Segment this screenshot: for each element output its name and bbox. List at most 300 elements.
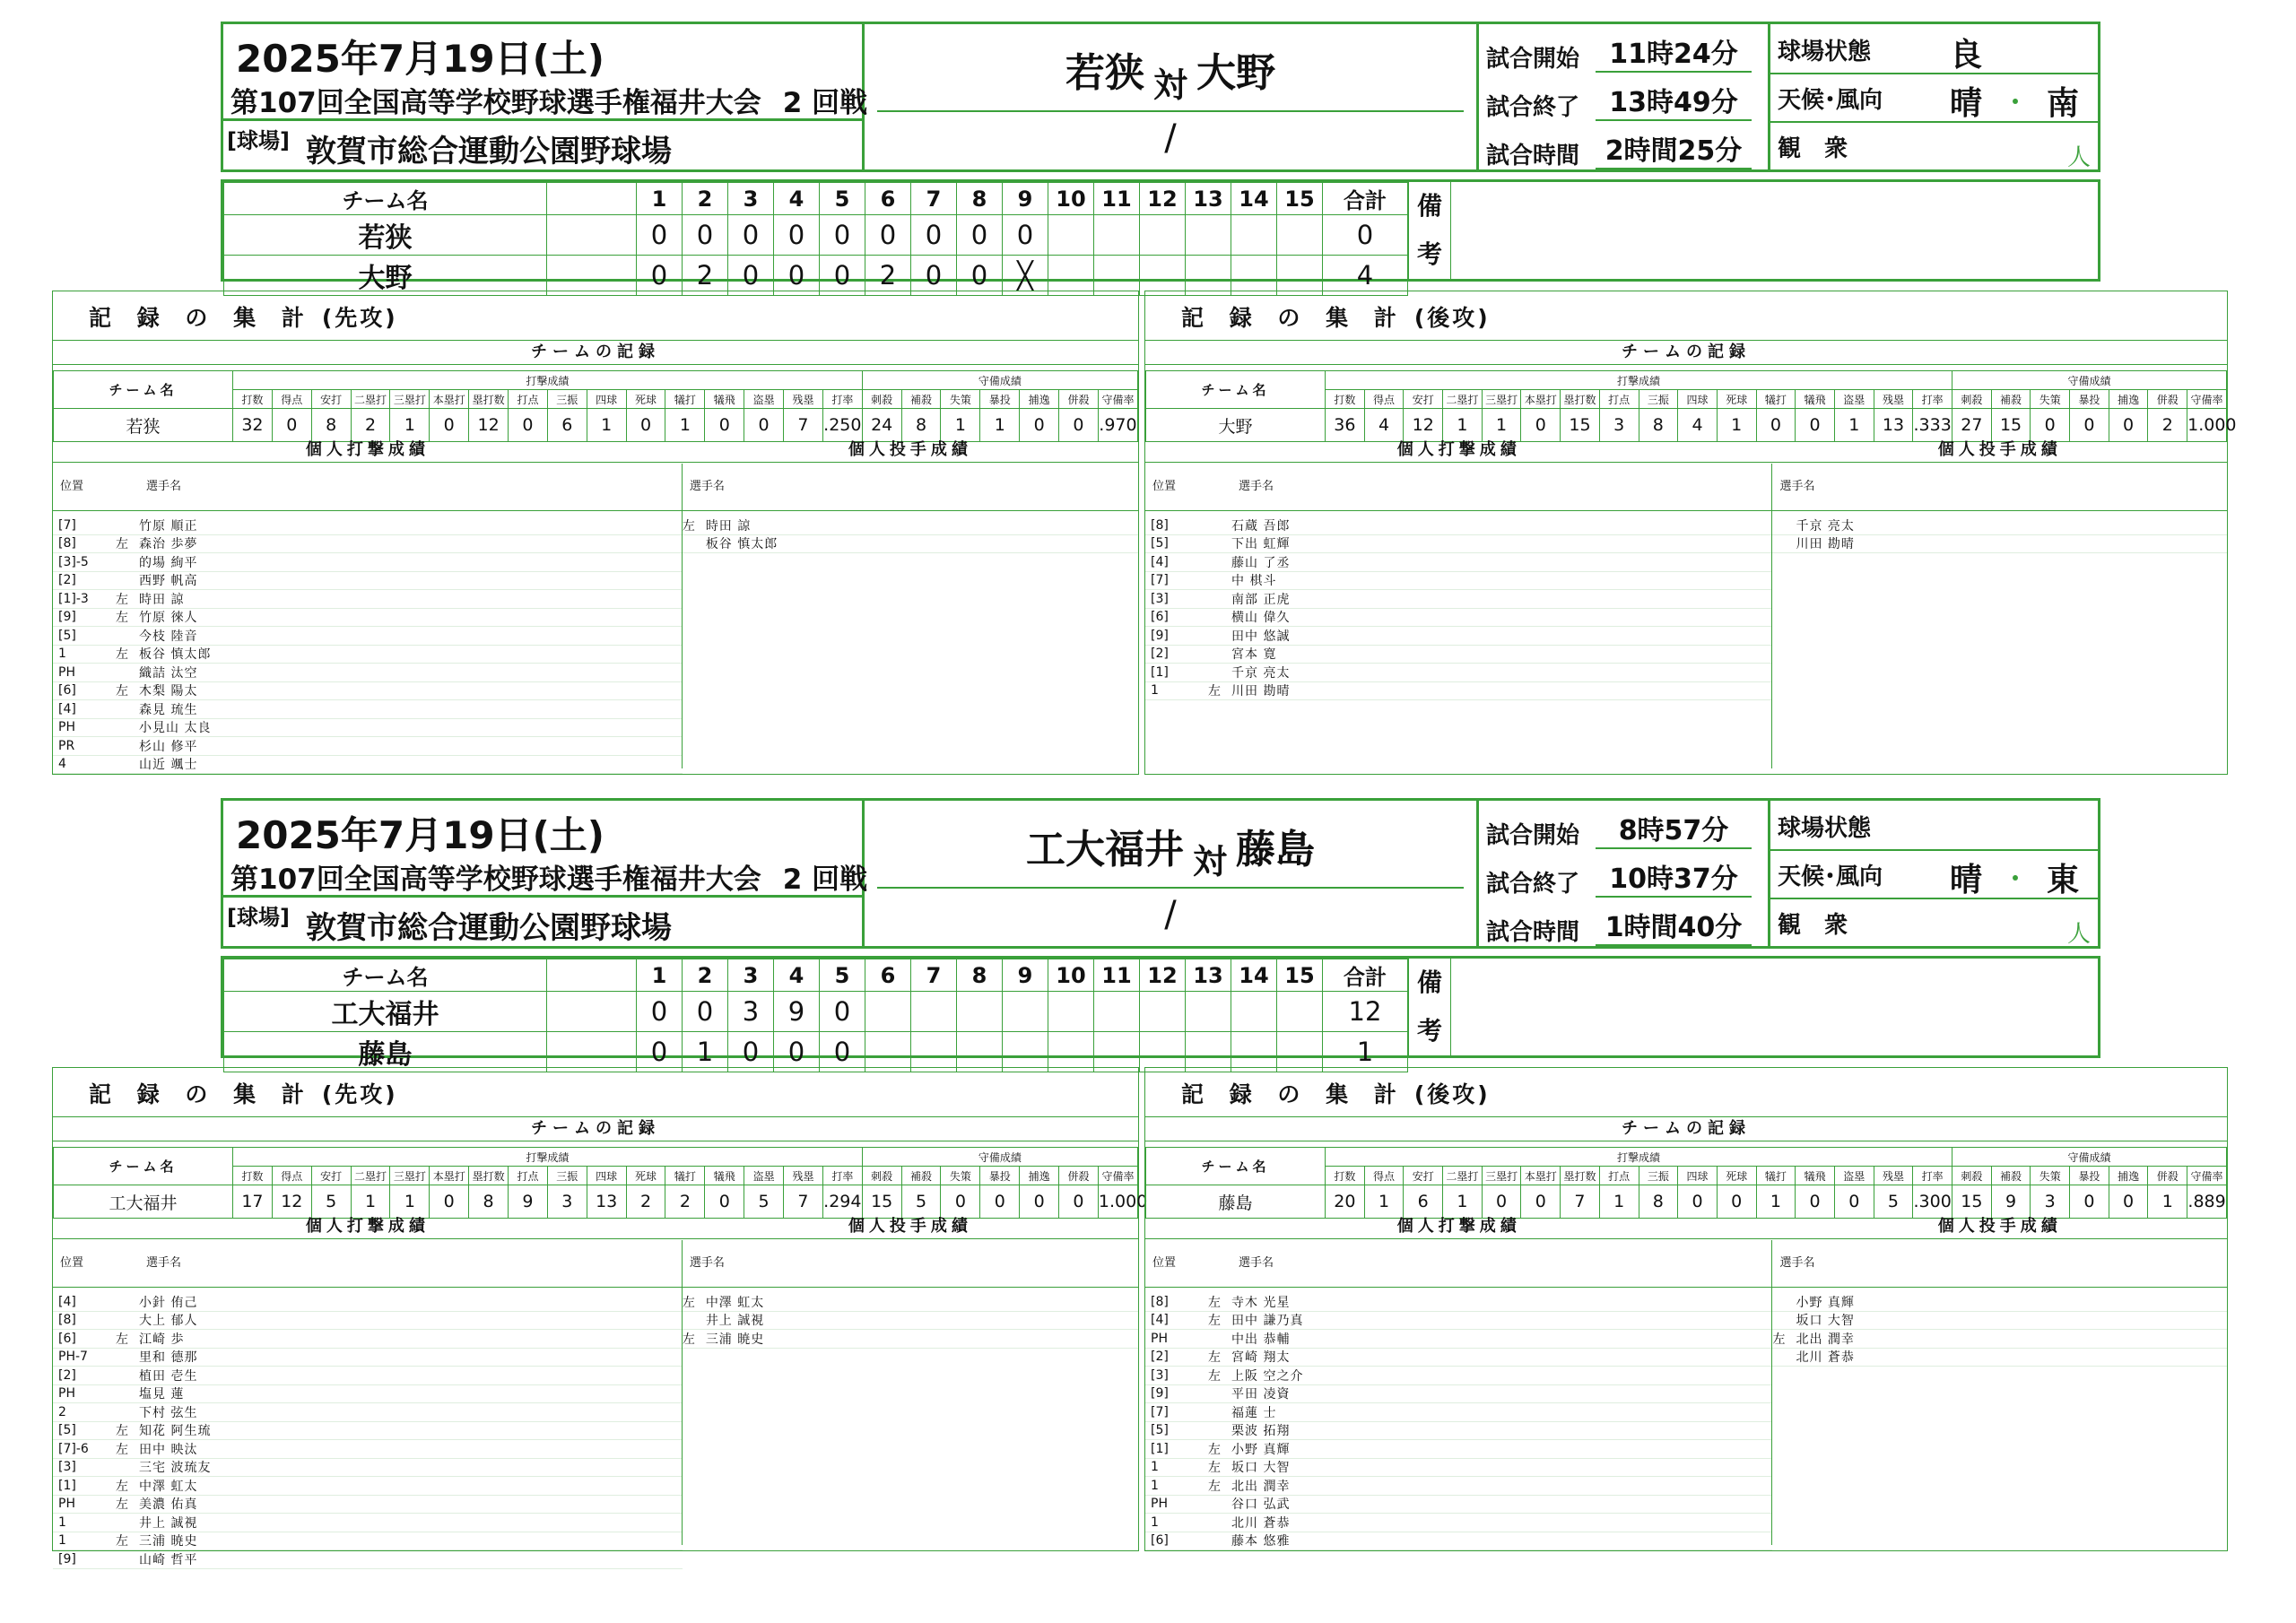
- stat-header: 暴投: [980, 390, 1020, 409]
- position-header: 位置: [60, 1256, 84, 1270]
- line-score-team: 工大福井: [224, 992, 547, 1032]
- batter-row: [1145, 664, 1772, 682]
- team-stat-value: 0: [2109, 409, 2148, 442]
- total-runs: 1: [1323, 1032, 1408, 1072]
- team-record-title: チームの記録: [1145, 1116, 2227, 1141]
- batter-name: 板谷 慎太郎: [139, 647, 212, 663]
- team-record-table: [1145, 1147, 2227, 1219]
- team-stat-value: 0: [2031, 409, 2070, 442]
- field-condition-label: 球場状態: [1778, 39, 1872, 65]
- pitcher-list: [1772, 1293, 2227, 1367]
- inning-runs: [1186, 1032, 1231, 1072]
- stat-header: 残塁: [1874, 1167, 1913, 1185]
- tournament-title: 第107回全国高等学校野球選手権福井大会: [230, 87, 761, 119]
- individual-batting: [53, 464, 683, 773]
- inning-header: 13: [1186, 959, 1231, 992]
- batter-position: [4]: [58, 701, 76, 716]
- inning-runs: [1003, 1032, 1048, 1072]
- batter-hand: 左: [116, 1479, 128, 1494]
- team-stat-value: 8: [1639, 1185, 1678, 1219]
- stat-header: 残塁: [784, 1167, 823, 1185]
- inning-header: 13: [1186, 183, 1231, 215]
- team-stat-value: 0: [1678, 1185, 1718, 1219]
- batter-position: 1: [58, 1515, 66, 1530]
- stat-header: 捕逸: [2109, 1167, 2148, 1185]
- batter-position: [1]-3: [58, 591, 89, 606]
- stat-header: 打点: [1599, 390, 1639, 409]
- batter-name: 大上 郁人: [139, 1314, 198, 1329]
- batter-row: [53, 756, 683, 775]
- team-record-name: 工大福井: [54, 1185, 233, 1219]
- team-stat-value: 24: [862, 409, 901, 442]
- batter-row: [1145, 1367, 1772, 1385]
- team-stat-value: 1: [980, 409, 1020, 442]
- batter-row: [1145, 1349, 1772, 1367]
- total-runs: 12: [1323, 992, 1408, 1032]
- inning-header: 15: [1277, 183, 1323, 215]
- batter-position: 1: [1151, 1460, 1159, 1475]
- pitching-grid-header: [1772, 1240, 2227, 1288]
- inning-runs: [1094, 1032, 1140, 1072]
- team-second-name: 大野: [1196, 50, 1275, 96]
- batter-position: [6]: [58, 683, 76, 699]
- stat-header: 打率: [1913, 1167, 1952, 1185]
- player-name-header: 選手名: [146, 1256, 182, 1270]
- blank-cell: [547, 959, 637, 992]
- tournament-title: 第107回全国高等学校野球選手権福井大会: [230, 864, 761, 896]
- start-time-value: 8時57分: [1596, 808, 1752, 849]
- pitcher-name: 北川 蒼恭: [1796, 1350, 1855, 1366]
- stat-header: 二塁打: [351, 1167, 390, 1185]
- batter-position: [1]: [1151, 1441, 1169, 1456]
- stat-header: 補殺: [901, 1167, 941, 1185]
- stat-header: 安打: [311, 1167, 351, 1185]
- batter-row: [53, 1422, 683, 1441]
- batter-row: [53, 719, 683, 738]
- team-stat-value: 32: [233, 409, 273, 442]
- stat-header: 塁打数: [469, 390, 509, 409]
- team-stat-value: 1: [1599, 1185, 1639, 1219]
- start-time-row: [1479, 28, 1768, 76]
- batter-row: [53, 1496, 683, 1515]
- inning-header: 7: [911, 959, 957, 992]
- team-first-name: 工大福井: [1025, 827, 1184, 872]
- batter-row: [1145, 682, 1772, 701]
- batter-row: [53, 1312, 683, 1331]
- batter-name: 山近 颯士: [139, 758, 198, 773]
- batter-name: 藤山 了丞: [1231, 555, 1291, 570]
- team-stat-value: 15: [1952, 1185, 1992, 1219]
- team-stat-value: 12: [272, 1185, 311, 1219]
- team-stat-value: 5: [901, 1185, 941, 1219]
- end-time-value: 13時49分: [1596, 80, 1752, 121]
- individual-pitching: [1771, 464, 2227, 768]
- total-runs: 4: [1323, 256, 1408, 296]
- batter-name: 中澤 虹太: [139, 1479, 198, 1494]
- inning-runs: [1140, 215, 1186, 256]
- stat-header: 刺殺: [862, 390, 901, 409]
- venue-row: [223, 118, 862, 169]
- batter-row: [53, 682, 683, 701]
- individual-batting-title: 個人打撃成績: [1145, 1215, 1772, 1239]
- team-stat-value: 1: [1443, 409, 1483, 442]
- batter-row: [1145, 609, 1772, 628]
- team-stat-value: 6: [547, 409, 587, 442]
- remarks-label: 備考: [1407, 182, 1451, 279]
- fielding-label: 守備成績: [1952, 371, 2227, 390]
- venue-label: [球場]: [227, 905, 290, 930]
- batter-name: 川田 勘晴: [1231, 684, 1291, 699]
- batter-position: 4: [58, 757, 66, 772]
- inning-runs: [957, 1032, 1003, 1072]
- inning-header: 12: [1140, 183, 1186, 215]
- record-summary-panel: [52, 291, 1139, 775]
- vs-label: 対: [1192, 842, 1227, 881]
- batter-name: 石蔵 吾郎: [1231, 518, 1291, 534]
- batter-name: 西野 帆高: [139, 574, 198, 589]
- batter-row: [53, 1459, 683, 1478]
- inning-header: 5: [820, 183, 865, 215]
- batter-position: [6]: [1151, 610, 1169, 625]
- batter-name: 三浦 暁史: [139, 1534, 198, 1549]
- stat-header: 併殺: [1059, 1167, 1099, 1185]
- stat-header: 捕逸: [1020, 1167, 1059, 1185]
- batter-hand: 左: [1208, 1295, 1221, 1310]
- batter-position: [7]-6: [58, 1441, 89, 1456]
- stat-header: 四球: [1678, 390, 1718, 409]
- team-stat-value: 3: [547, 1185, 587, 1219]
- stat-header: 暴投: [2070, 1167, 2109, 1185]
- team-name-label: チーム名: [1146, 371, 1326, 409]
- stat-header: 盗塁: [744, 390, 784, 409]
- team-stat-value: 0: [1756, 409, 1796, 442]
- batter-hand: 左: [116, 1332, 128, 1347]
- stat-header: 犠飛: [1796, 1167, 1835, 1185]
- team-stat-value: 0: [980, 1185, 1020, 1219]
- game-header: [221, 798, 2100, 949]
- pitcher-row: [683, 1293, 1138, 1312]
- inning-header: 2: [683, 959, 728, 992]
- batter-position: [5]: [1151, 1423, 1169, 1438]
- crowd-label: 観 衆: [1778, 135, 1848, 162]
- conditions-cell: [1770, 801, 2098, 946]
- weather-value: 晴: [1950, 85, 1983, 122]
- stat-header: 犠打: [665, 1167, 705, 1185]
- record-summary-panel: [1144, 1067, 2228, 1551]
- weather-value: 晴: [1950, 862, 1983, 898]
- pitcher-row: [1772, 535, 2227, 554]
- stat-header: 守備率: [2187, 390, 2227, 409]
- weather-row: [1770, 73, 2098, 123]
- batter-name: 南部 正虎: [1231, 592, 1291, 607]
- batter-position: [3]-5: [58, 554, 89, 569]
- batter-position: 1: [1151, 683, 1159, 699]
- panel-title-text: 記 録 の 集 計: [89, 305, 313, 331]
- batter-name: 杉山 修平: [139, 739, 198, 754]
- batter-row: [53, 1532, 683, 1551]
- stat-header: 併殺: [1059, 390, 1099, 409]
- inning-runs: 0: [728, 1032, 774, 1072]
- team-record-name: 藤島: [1146, 1185, 1326, 1219]
- inning-header: 1: [637, 183, 683, 215]
- team-stat-value: 2: [351, 409, 390, 442]
- line-score-table: [223, 959, 1408, 1072]
- batter-position: [4]: [1151, 554, 1169, 569]
- inning-runs: [1048, 256, 1094, 296]
- team-stat-value: 2: [2148, 409, 2187, 442]
- team-stat-value: 0: [1834, 1185, 1874, 1219]
- batter-row: [1145, 1293, 1772, 1312]
- batter-row: [53, 646, 683, 664]
- batter-row: [53, 1349, 683, 1367]
- team-stat-value: 4: [1678, 409, 1718, 442]
- pitcher-name: 中澤 虹太: [705, 1295, 765, 1310]
- batter-row: [1145, 572, 1772, 591]
- individual-pitching-title: 個人投手成績: [1772, 1215, 2227, 1239]
- stat-header: 塁打数: [1561, 390, 1600, 409]
- batter-name: 北出 潤幸: [1231, 1479, 1291, 1494]
- inning-runs: [1048, 215, 1094, 256]
- fielding-label: 守備成績: [862, 1148, 1137, 1167]
- pitcher-name: 井上 誠視: [705, 1314, 765, 1329]
- batter-name: 山崎 哲平: [139, 1552, 198, 1567]
- team-record: [1145, 1147, 2227, 1213]
- team-stat-value: 1: [2148, 1185, 2187, 1219]
- batter-row: [1145, 1403, 1772, 1422]
- team-record-table: [53, 370, 1138, 442]
- team-stat-value: 13: [587, 1185, 626, 1219]
- group-header-row: [1146, 1148, 2227, 1167]
- team-stat-value: 2: [665, 1185, 705, 1219]
- batter-row: [53, 553, 683, 572]
- stat-header: 三塁打: [1482, 1167, 1521, 1185]
- stat-header: 得点: [272, 390, 311, 409]
- batter-list: [53, 516, 683, 774]
- batting-grid-header: [53, 1240, 683, 1288]
- batter-name: 織詰 汰空: [139, 665, 198, 681]
- batter-hand: 左: [116, 537, 128, 552]
- batter-row: [53, 1330, 683, 1349]
- batter-position: [1]: [1151, 664, 1169, 680]
- time-cell: [1479, 24, 1770, 169]
- batter-name: 坂口 大智: [1231, 1461, 1291, 1476]
- team-stat-value: 1.000: [1098, 1185, 1137, 1219]
- blank-cell: [547, 992, 637, 1032]
- batter-row: [1145, 590, 1772, 609]
- individual-pitching-title: 個人投手成績: [683, 1215, 1138, 1239]
- team-stat-value: 0: [272, 409, 311, 442]
- fielding-label: 守備成績: [1952, 1148, 2227, 1167]
- end-time-label: 試合終了: [1486, 94, 1580, 121]
- batter-row: [53, 1514, 683, 1532]
- team-stat-value: 27: [1952, 409, 1992, 442]
- inning-runs: [865, 992, 911, 1032]
- batter-name: 里和 德那: [139, 1350, 198, 1366]
- duration-row: [1479, 901, 1768, 950]
- batter-name: 下村 弦生: [139, 1405, 198, 1420]
- inning-runs: [1140, 1032, 1186, 1072]
- inning-header: 6: [865, 959, 911, 992]
- stat-header: 補殺: [1991, 1167, 2031, 1185]
- total-runs: 0: [1323, 215, 1408, 256]
- batter-hand: 左: [1208, 1350, 1221, 1366]
- position-header: 位置: [1152, 480, 1177, 493]
- crowd-label: 観 衆: [1778, 912, 1848, 939]
- venue-name: 敦賀市総合運動公園野球場: [306, 910, 672, 946]
- stat-header: 塁打数: [469, 1167, 509, 1185]
- team-record: [53, 370, 1138, 437]
- stat-header: 補殺: [901, 390, 941, 409]
- stat-header: 打点: [509, 1167, 548, 1185]
- batter-row: [53, 535, 683, 554]
- team-stat-value: 1: [351, 1185, 390, 1219]
- stat-header: 補殺: [1991, 390, 2031, 409]
- inning-runs: 0: [1003, 215, 1048, 256]
- batter-name: 小見山 太良: [139, 721, 212, 736]
- stat-header: 打率: [1913, 390, 1952, 409]
- team-stat-value: 2: [626, 1185, 665, 1219]
- inning-runs: [1140, 992, 1186, 1032]
- stat-header: 四球: [587, 390, 626, 409]
- batter-row: [1145, 646, 1772, 664]
- individual-batting-title: 個人打撃成績: [53, 1215, 683, 1239]
- inning-runs: 0: [774, 1032, 820, 1072]
- batter-position: [2]: [1151, 647, 1169, 662]
- stat-header: 死球: [626, 390, 665, 409]
- inning-runs: [1003, 992, 1048, 1032]
- pitcher-name: 千京 亮太: [1796, 518, 1855, 534]
- date-tournament-cell: [223, 24, 868, 169]
- matchup-cell: [865, 24, 1479, 169]
- inning-runs: 0: [820, 215, 865, 256]
- stat-header: 盗塁: [1834, 1167, 1874, 1185]
- inning-header: 9: [1003, 183, 1048, 215]
- stat-header: 死球: [1717, 1167, 1756, 1185]
- batter-position: [9]: [58, 610, 76, 625]
- inning-header: 1: [637, 959, 683, 992]
- remarks-label: 備考: [1407, 959, 1451, 1055]
- line-score-row: [224, 215, 1408, 256]
- group-header-row: [54, 371, 1138, 390]
- inning-header: 6: [865, 183, 911, 215]
- team-stat-value: 1: [1834, 409, 1874, 442]
- pitcher-row: [1772, 1312, 2227, 1331]
- team-stat-value: 1: [665, 409, 705, 442]
- pitcher-name-header: 選手名: [689, 480, 725, 493]
- pitcher-name: 時田 諒: [705, 518, 752, 534]
- batter-list: [1145, 1293, 1772, 1550]
- pitching-grid-header: [683, 1240, 1138, 1288]
- record-summary-panel: [52, 1067, 1148, 1567]
- team-name-label: チーム名: [1146, 1148, 1326, 1185]
- stat-header: 刺殺: [1952, 390, 1992, 409]
- stat-header: 犠飛: [1796, 390, 1835, 409]
- team-stat-value: 7: [784, 1185, 823, 1219]
- batter-position: [7]: [58, 517, 76, 533]
- batter-row: [53, 627, 683, 646]
- team-stat-value: 5: [311, 1185, 351, 1219]
- stat-header: 死球: [626, 1167, 665, 1185]
- batter-list: [53, 1293, 683, 1569]
- pitcher-row: [1772, 1349, 2227, 1367]
- team-stat-value: 15: [1991, 409, 2031, 442]
- team-stat-value: 8: [1639, 409, 1678, 442]
- batter-position: 1: [1151, 1515, 1159, 1530]
- stat-header: 本塁打: [430, 1167, 469, 1185]
- stat-header: 残塁: [1874, 390, 1913, 409]
- team-name-label: チーム名: [54, 371, 233, 409]
- stat-header: 捕逸: [2109, 390, 2148, 409]
- batter-row: [53, 1477, 683, 1496]
- batter-name: 中 棋斗: [1231, 574, 1277, 589]
- stat-header: 三塁打: [390, 1167, 430, 1185]
- inning-runs: 2: [683, 256, 728, 296]
- batter-position: [8]: [58, 536, 76, 551]
- inning-header: 14: [1231, 183, 1277, 215]
- team-stat-value: 1: [587, 409, 626, 442]
- venue-name: 敦賀市総合運動公園野球場: [306, 134, 672, 169]
- pitcher-hand: 左: [682, 1332, 695, 1347]
- team-stat-value: 0: [2070, 409, 2109, 442]
- team-header-cell: チーム名: [224, 183, 547, 215]
- inning-runs: [1186, 215, 1231, 256]
- batting-label: 打撃成績: [233, 1148, 863, 1167]
- team-stat-value: 0: [509, 409, 548, 442]
- team-stat-value: 0: [1059, 409, 1099, 442]
- inning-runs: 0: [911, 256, 957, 296]
- fielding-label: 守備成績: [862, 371, 1137, 390]
- batter-row: [1145, 1422, 1772, 1441]
- stat-header: 四球: [1678, 1167, 1718, 1185]
- batter-row: [53, 737, 683, 756]
- stat-header: 安打: [1404, 1167, 1443, 1185]
- batter-row: [53, 1440, 683, 1459]
- game-sheet: [0, 798, 2296, 1587]
- inning-runs: [1277, 1032, 1323, 1072]
- team-header-cell: チーム名: [224, 959, 547, 992]
- stat-header: 盗塁: [1834, 390, 1874, 409]
- inning-runs: 0: [820, 256, 865, 296]
- date-tournament-cell: [223, 801, 868, 946]
- pitcher-row: [683, 535, 1138, 554]
- stat-header: 打率: [822, 390, 862, 409]
- stat-header: 刺殺: [1952, 1167, 1992, 1185]
- panel-title-text: 記 録 の 集 計: [89, 1081, 313, 1107]
- inning-header: 5: [820, 959, 865, 992]
- batter-position: [8]: [1151, 1294, 1169, 1309]
- team-stat-value: 15: [862, 1185, 901, 1219]
- stat-header: 打点: [1599, 1167, 1639, 1185]
- batter-name: 森見 琉生: [139, 702, 198, 717]
- individual-batting: [1145, 1240, 1772, 1549]
- inning-runs: [865, 1032, 911, 1072]
- group-header-row: [54, 1148, 1138, 1167]
- field-condition-row: [1770, 24, 2098, 74]
- stat-header: 三振: [1639, 1167, 1678, 1185]
- batter-name: 寺木 光星: [1231, 1295, 1291, 1310]
- blank-cell: [547, 215, 637, 256]
- batting-label: 打撃成績: [233, 371, 863, 390]
- team-stat-value: 1: [1756, 1185, 1796, 1219]
- pitching-grid-header: [683, 464, 1138, 511]
- stat-header: 四球: [587, 1167, 626, 1185]
- team-stat-value: 6: [1404, 1185, 1443, 1219]
- team-stat-value: 7: [1561, 1185, 1600, 1219]
- inning-header: 14: [1231, 959, 1277, 992]
- team-record-name: 若狭: [54, 409, 233, 442]
- blank-cell: [547, 183, 637, 215]
- inning-runs: [1231, 992, 1277, 1032]
